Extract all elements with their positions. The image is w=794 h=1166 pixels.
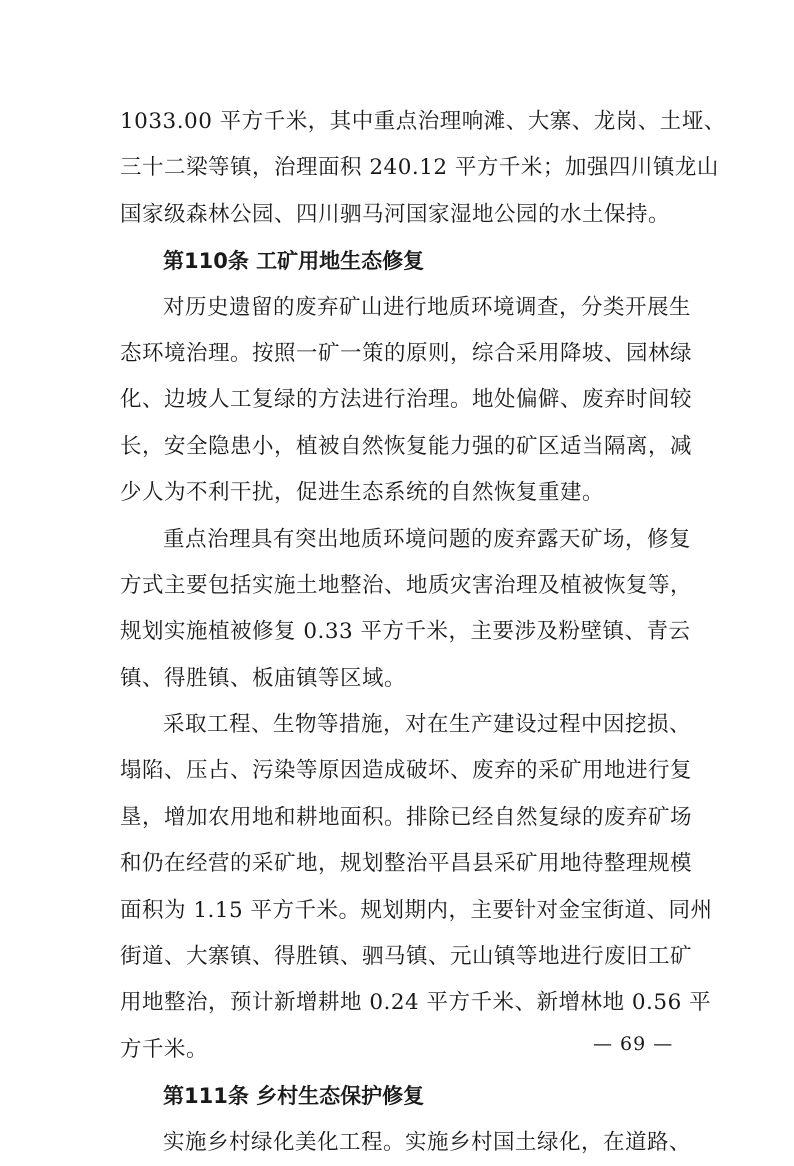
paragraph-line: 镇、得胜镇、板庙镇等区域。 (120, 665, 407, 691)
paragraph-line: 塌陷、压占、污染等原因造成破坏、废弃的采矿用地进行复 (120, 758, 693, 784)
paragraph-line: 规划实施植被修复 0.33 平方千米，主要涉及粉壁镇、青云 (120, 619, 691, 645)
paragraph-line: 方式主要包括实施土地整治、地质灾害治理及植被恢复等， (120, 572, 693, 598)
paragraph-line: 面积为 1.15 平方千米。规划期内，主要针对金宝街道、同州 (120, 897, 713, 923)
paragraph-line: 少人为不利干扰，促进生态系统的自然恢复重建。 (120, 480, 605, 506)
article-110-heading: 第110条 工矿用地生态修复 (163, 249, 425, 274)
document-body (120, 99, 726, 1166)
paragraph-line: 对历史遗留的废弃矿山进行地质环境调查，分类开展生 (163, 294, 692, 320)
paragraph-line: 态环境治理。按照一矿一策的原则，综合采用降坡、园林绿 (120, 340, 693, 366)
article-111-heading: 第111条 乡村生态保护修复 (163, 1084, 425, 1109)
paragraph-line: 长，安全隐患小，植被自然恢复能力强的矿区适当隔离，减 (120, 433, 693, 459)
paragraph-line: 重点治理具有突出地质环境问题的废弃露天矿场，修复 (163, 526, 692, 552)
page-number: — 69 — (593, 1033, 674, 1055)
paragraph-line: 国家级森林公园、四川驷马河国家湿地公园的水土保持。 (120, 201, 671, 227)
paragraph-line: 和仍在经营的采矿地，规划整治平昌县采矿用地待整理规模 (120, 851, 693, 877)
paragraph-line: 1033.00 平方千米，其中重点治理响滩、大寨、龙岗、土垭、 (120, 109, 726, 134)
paragraph-line: 方千米。 (120, 1036, 209, 1062)
paragraph-line: 实施乡村绿化美化工程。实施乡村国土绿化，在道路、 (163, 1129, 692, 1155)
paragraph-line: 垦，增加农用地和耕地面积。排除已经自然复绿的废弃矿场 (120, 804, 693, 830)
paragraph-line: 三十二梁等镇，治理面积 240.12 平方千米；加强四川镇龙山 (120, 155, 719, 181)
paragraph-line: 化、边坡人工复绿的方法进行治理。地处偏僻、废弃时间较 (120, 387, 693, 413)
paragraph-line: 街道、大寨镇、得胜镇、驷马镇、元山镇等地进行废旧工矿 (120, 944, 693, 970)
paragraph-line: 采取工程、生物等措施，对在生产建设过程中因挖损、 (163, 712, 692, 738)
paragraph-line: 用地整治，预计新增耕地 0.24 平方千米、新增林地 0.56 平 (120, 990, 712, 1016)
